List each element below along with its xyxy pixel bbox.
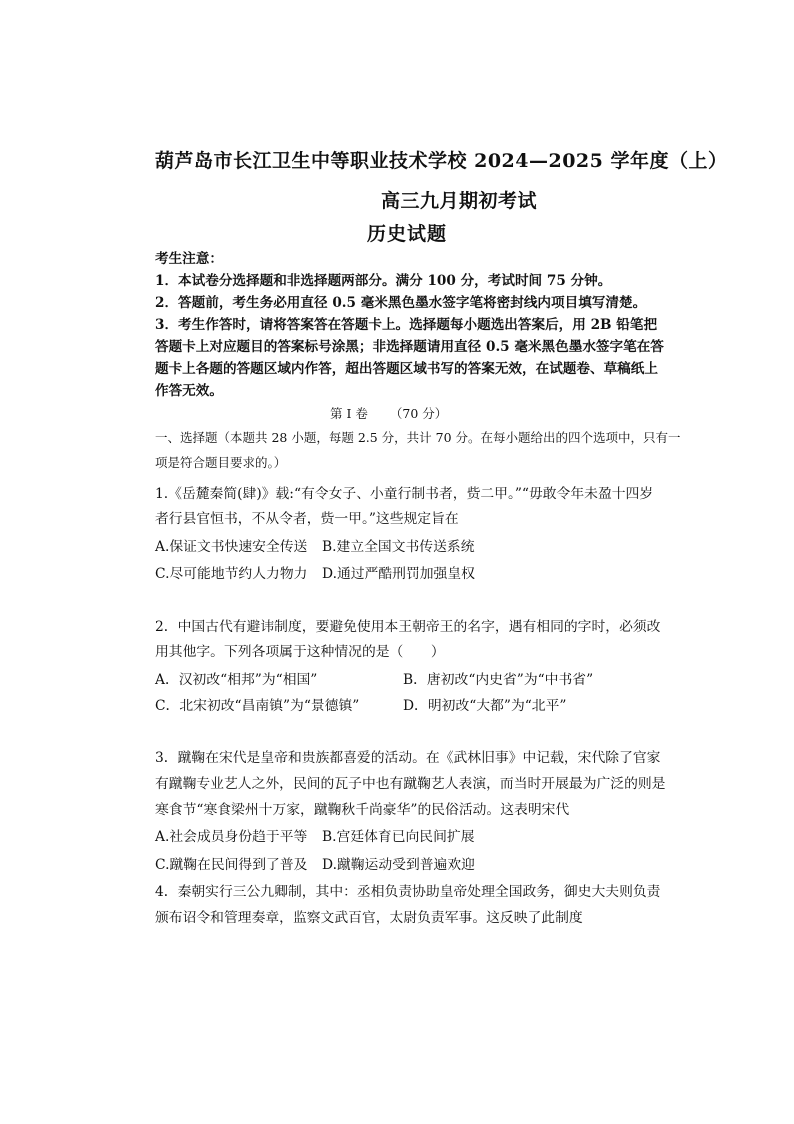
option-d: D．明初改“大都”为“北平” <box>403 698 567 714</box>
notice-item: 题卡上各题的答题区域内作答，超出答题区域书写的答案无效，在试题卷、草稿纸上 <box>155 361 658 377</box>
notice-item: 2．答题前，考生务必用直径 0.5 毫米黑色墨水签字笔将密封线内项目填写清楚。 <box>155 295 647 311</box>
option-c: C.蹴鞠在民间得到了普及 <box>155 857 308 873</box>
notice-heading: 考生注意： <box>155 251 223 267</box>
volume-heading <box>330 404 447 422</box>
question-stem: 3．蹴鞠在宋代是皇帝和贵族都喜爱的活动。在《武林旧事》中记载，宋代除了官家 <box>155 750 661 766</box>
question-stem: 2．中国古代有避讳制度，要避免使用本王朝帝王的名字，遇有相同的字时，必须改 <box>155 619 661 635</box>
option-d: D.通过严酷刑罚加强皇权 <box>322 566 475 582</box>
exam-title: 葫芦岛市长江卫生中等职业技术学校 2024—2025 学年度（上） <box>155 150 728 172</box>
question-stem: 者行县官恒书，不从令者，赀一甲。”这些规定旨在 <box>155 511 459 527</box>
notice-item: 作答无效。 <box>155 383 223 399</box>
option-c: C.尽可能地节约人力物力 <box>155 566 308 582</box>
question-stem: 颁布诏令和管理奏章，监察文武百官，太尉负责军事。这反映了此制度 <box>155 910 583 926</box>
exam-subtitle: 高三九月期初考试 <box>381 190 538 212</box>
option-b: B.宫廷体育已向民间扩展 <box>322 829 475 845</box>
notice-item: 3．考生作答时，请将答案答在答题卡上。选择题每小题选出答案后，用 2B 铅笔把 <box>155 317 658 333</box>
section-instruction: 项是符合题目要求的。） <box>155 455 287 470</box>
section-instruction: 一、选择题（本题共 28 小题，每题 2.5 分，共计 70 分。在每小题给出的四个选项中，只有一 <box>155 430 681 445</box>
option-c: C．北宋初改“昌南镇”为“景德镇” <box>155 698 360 714</box>
volume-label: 第 I 卷 <box>330 406 368 421</box>
option-b: B.建立全国文书传送系统 <box>322 539 475 555</box>
subject-title: 历史试题 <box>367 223 448 245</box>
volume-score: （70 分） <box>389 406 448 421</box>
question-stem: 4．秦朝实行三公九卿制，其中：丞相负责协助皇帝处理全国政务，御史大夫则负责 <box>155 884 661 900</box>
option-d: D.蹴鞠运动受到普遍欢迎 <box>322 857 475 873</box>
notice-item: 答题卡上对应题目的答案标号涂黑；非选择题请用直径 0.5 毫米黑色墨水签字笔在答 <box>155 339 664 355</box>
question-stem: 寒食节“寒食梁州十万家，蹴鞠秋千尚豪华”的民俗活动。这表明宋代 <box>155 802 570 818</box>
option-a: A．汉初改“相邦”为“相国” <box>155 672 318 688</box>
option-b: B．唐初改“内史省”为“中书省” <box>403 672 594 688</box>
question-stem: 用其他字。下列各项属于这种情况的是（ ） <box>155 644 445 660</box>
notice-item: 1．本试卷分选择题和非选择题两部分。满分 100 分，考试时间 75 分钟。 <box>155 273 612 289</box>
question-stem: 有蹴鞠专业艺人之外，民间的瓦子中也有蹴鞠艺人表演，而当时开展最为广泛的则是 <box>155 776 666 792</box>
option-a: A.社会成员身份趋于平等 <box>155 829 308 845</box>
question-stem: 1.《岳麓秦简(肆)》载:“有令女子、小童行制书者，赀二甲。”“毋敢令年未盈十四岁 <box>155 486 654 502</box>
option-a: A.保证文书快速安全传送 <box>155 539 308 555</box>
